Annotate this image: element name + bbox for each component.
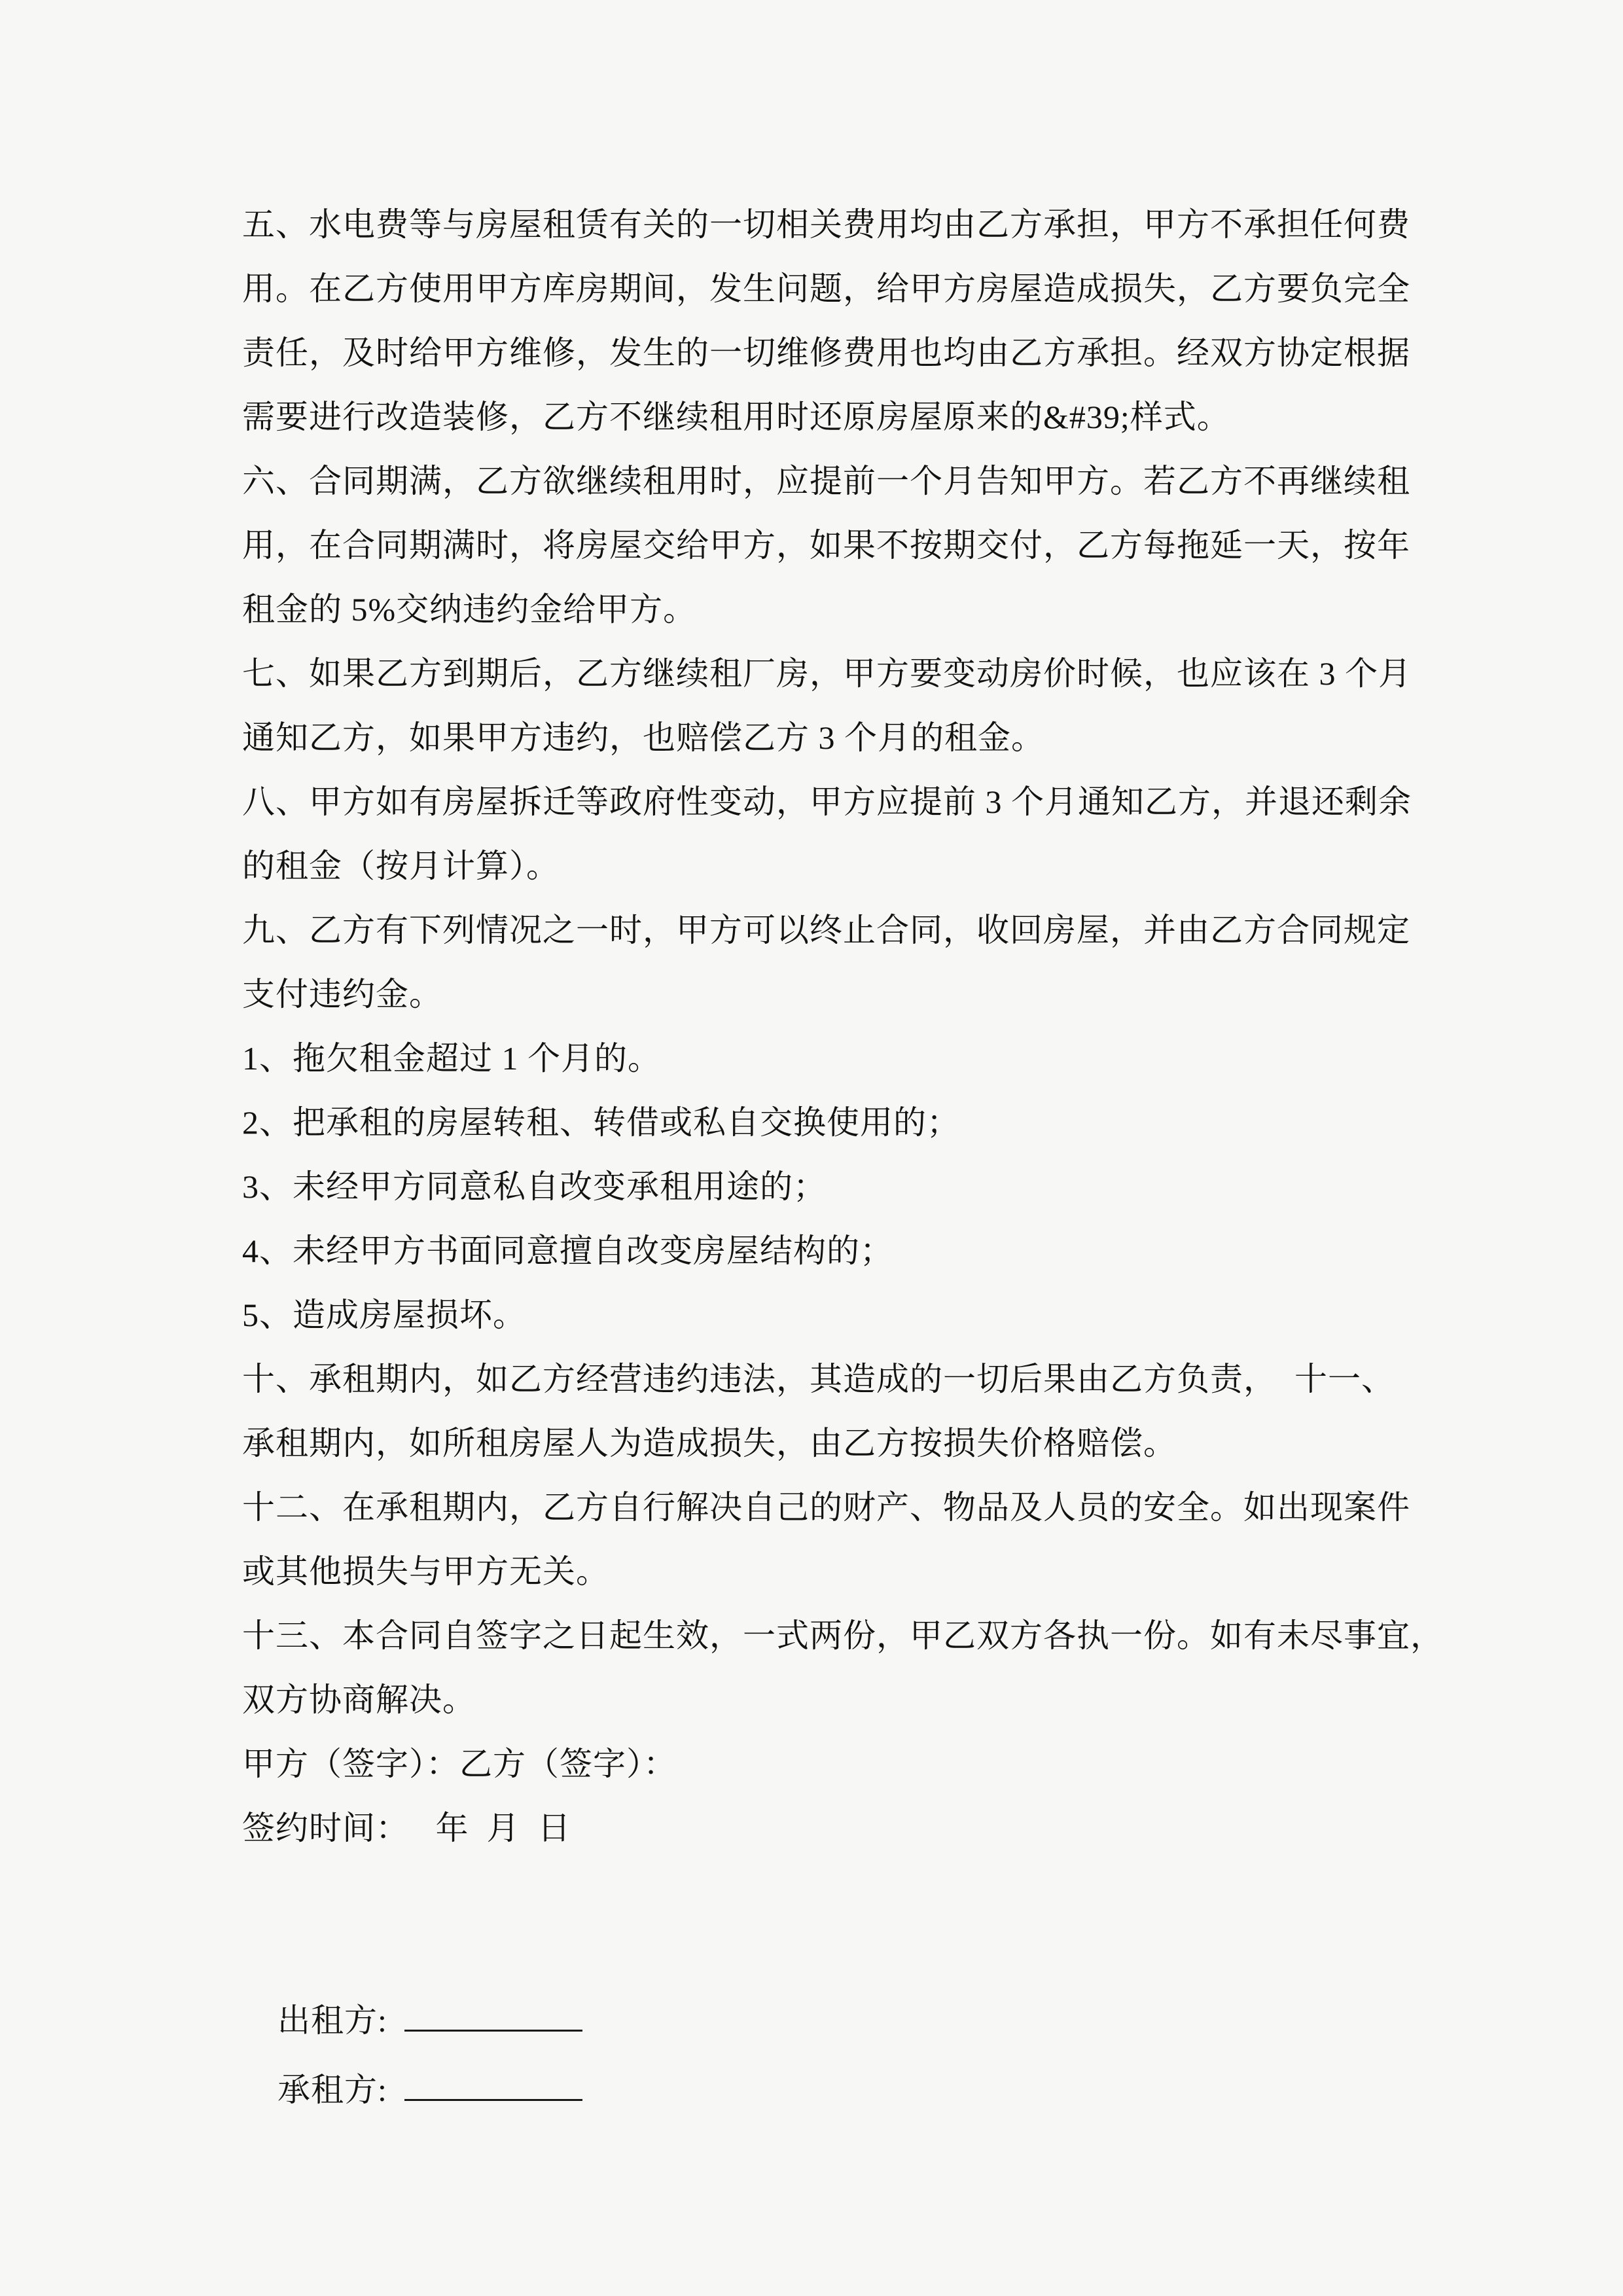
- contract-line: 用。在乙方使用甲方库房期间，发生问题，给甲方房屋造成损失，乙方要负完全: [242, 270, 1410, 307]
- contract-line: 4、未经甲方书面同意擅自改变房屋结构的；: [242, 1232, 893, 1269]
- contract-line: 九、乙方有下列情况之一时，甲方可以终止合同，收回房屋，并由乙方合同规定: [242, 912, 1410, 948]
- contract-line: 通知乙方，如果甲方违约，也赔偿乙方 3 个月的租金。: [242, 719, 1044, 756]
- contract-line: 八、甲方如有房屋拆迁等政府性变动，甲方应提前 3 个月通知乙方，并退还剩余: [242, 783, 1412, 820]
- contract-line: 需要进行改造装修，乙方不继续租用时还原房屋原来的&#39;样式。: [242, 399, 1230, 435]
- lessee-signature-blank-line: [404, 2094, 582, 2101]
- contract-line: 十三、本合同自签字之日起生效，一式两份，甲乙双方各执一份。如有未尽事宜，: [242, 1617, 1444, 1654]
- contract-line: 责任，及时给甲方维修，发生的一切维修费用也均由乙方承担。经双方协定根据: [242, 334, 1410, 371]
- contract-line: 签约时间： 年 月 日: [242, 1810, 571, 1846]
- contract-line: 的租金（按月计算）。: [242, 848, 560, 884]
- contract-line: 双方协商解决。: [242, 1681, 476, 1718]
- contract-line: 甲方（签字）：乙方（签字）：: [242, 1746, 677, 1782]
- contract-line: 1、拖欠租金超过 1 个月的。: [242, 1040, 661, 1077]
- contract-line: 或其他损失与甲方无关。: [242, 1553, 609, 1590]
- contract-line: 支付违约金。: [242, 976, 442, 1013]
- contract-line: 2、把承租的房屋转租、转借或私自交换使用的；: [242, 1104, 960, 1141]
- contract-line: 承租期内，如所租房屋人为造成损失，由乙方按损失价格赔偿。: [242, 1425, 1177, 1462]
- contract-line: 3、未经甲方同意私自改变承租用途的；: [242, 1168, 827, 1205]
- lessor-label: 出租方:: [277, 2002, 387, 2039]
- contract-line: 十二、在承租期内，乙方自行解决自己的财产、物品及人员的安全。如出现案件: [242, 1489, 1410, 1526]
- contract-line: 5、造成房屋损坏。: [242, 1297, 526, 1333]
- contract-line: 用，在合同期满时，将房屋交给甲方，如果不按期交付，乙方每拖延一天，按年: [242, 527, 1410, 564]
- contract-line: 租金的 5%交纳违约金给甲方。: [242, 591, 697, 628]
- contract-line: 六、合同期满，乙方欲继续租用时，应提前一个月告知甲方。若乙方不再继续租: [242, 463, 1410, 499]
- contract-line: [242, 1860, 1420, 1924]
- lessee-label: 承租方:: [277, 2072, 387, 2108]
- lessee-signature-row: [242, 1994, 582, 2108]
- contract-line: 五、水电费等与房屋租赁有关的一切相关费用均由乙方承担，甲方不承担任何费: [242, 206, 1410, 243]
- contract-line: 十、承租期内，如乙方经营违约违法，其造成的一切后果由乙方负责， 十一、: [242, 1361, 1395, 1397]
- contract-line: 七、如果乙方到期后，乙方继续租厂房，甲方要变动房价时候，也应该在 3 个月: [242, 655, 1412, 692]
- contract-body: [242, 192, 1444, 1924]
- lessor-signature-row: [242, 1924, 582, 2039]
